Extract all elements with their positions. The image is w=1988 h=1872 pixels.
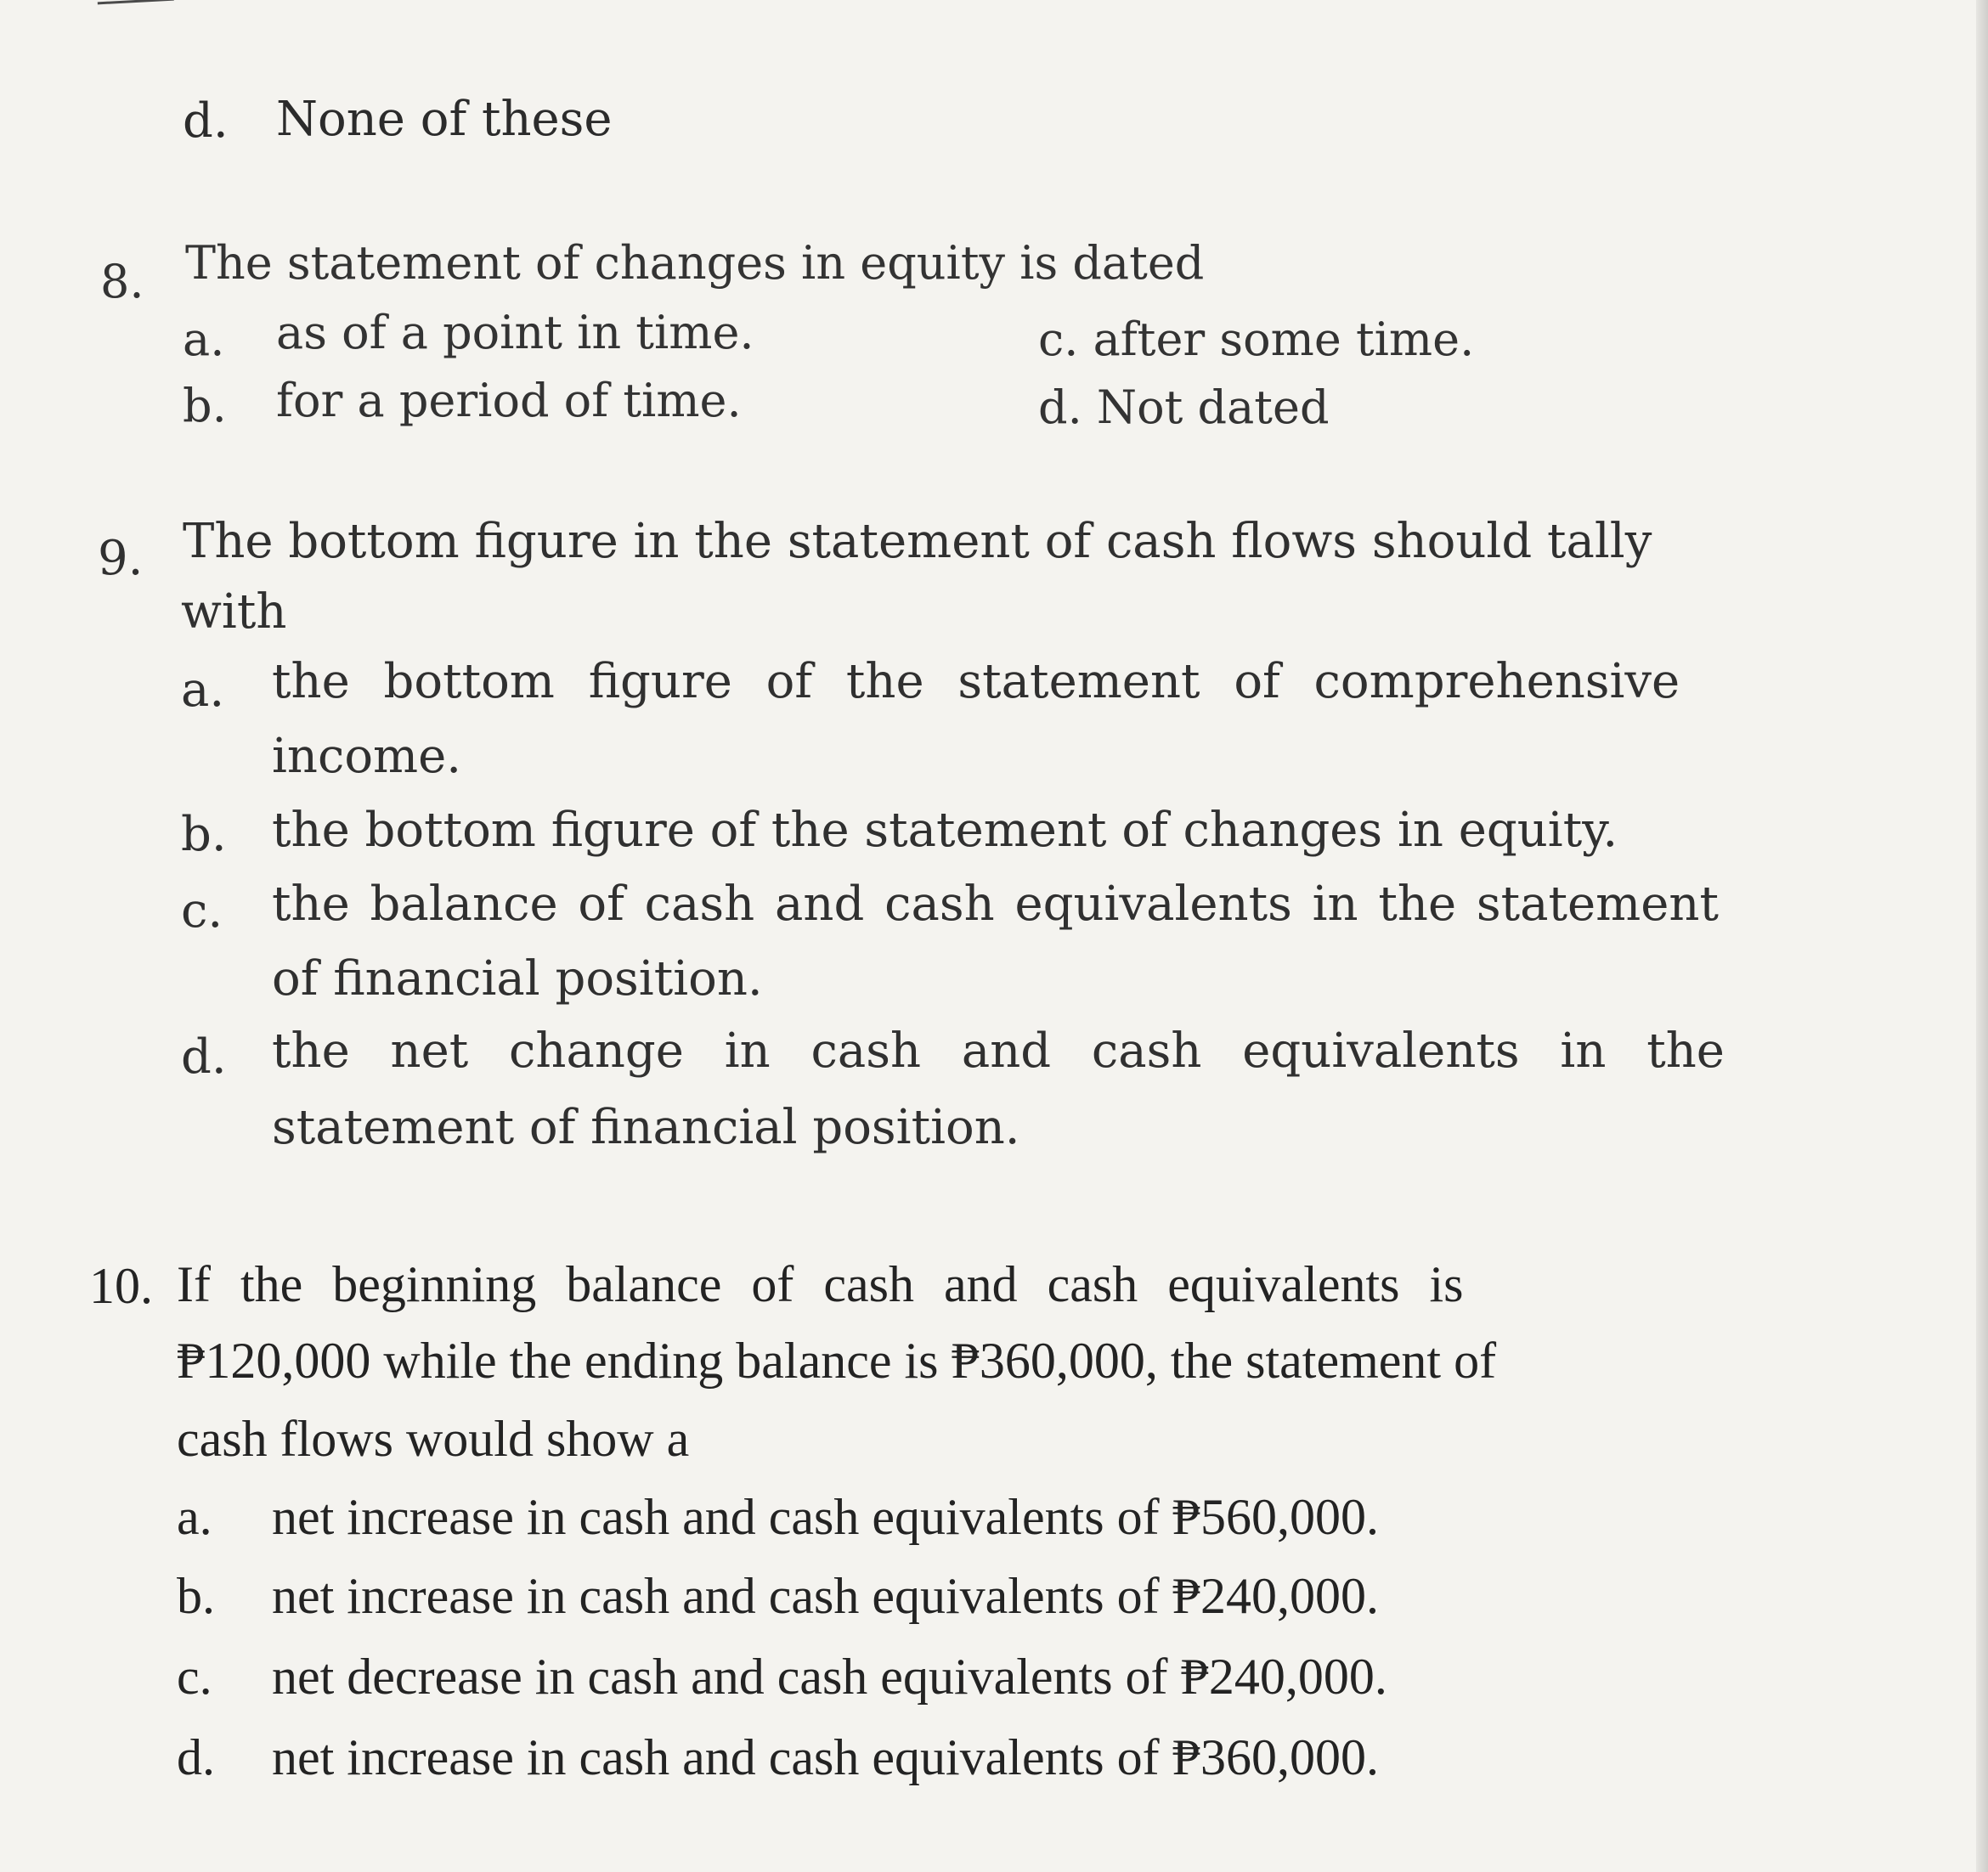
option-label: a. bbox=[181, 663, 225, 718]
option-text: income. bbox=[272, 729, 462, 784]
stem-line: If the beginning balance of cash and cash equivalents is bbox=[177, 1256, 1464, 1312]
question-stem: The statement of changes in equity is dated bbox=[185, 236, 1205, 290]
option-text: for a period of time. bbox=[276, 374, 742, 427]
option-label: a. bbox=[183, 313, 225, 366]
question-number: 10. bbox=[89, 1258, 153, 1314]
option-label: a. bbox=[177, 1489, 212, 1545]
option-text: the net change in cash and cash equivalents in the bbox=[272, 1023, 1725, 1079]
option-label: b. bbox=[183, 379, 227, 432]
option-label: b. bbox=[177, 1568, 215, 1624]
option-text: net decrease in cash and cash equivalents of ₱240,000. bbox=[272, 1649, 1387, 1705]
page-mark bbox=[98, 0, 174, 11]
stem-line: ₱120,000 while the ending balance is ₱360,000, the statement of bbox=[177, 1333, 1497, 1389]
option-text: statement of financial position. bbox=[272, 1100, 1020, 1155]
option-text: net increase in cash and cash equivalents of ₱560,000. bbox=[272, 1489, 1379, 1545]
option-label: d. bbox=[177, 1729, 215, 1785]
option-text: of financial position. bbox=[272, 951, 763, 1006]
question-stem bbox=[183, 514, 1742, 569]
option-label: c. bbox=[177, 1649, 212, 1705]
stem-line: cash flows would show a bbox=[177, 1411, 690, 1467]
option-text: the bottom figure of the statement of comprehensive bbox=[272, 654, 1680, 709]
question-number: 9. bbox=[98, 531, 144, 586]
option-label: d. bbox=[183, 93, 229, 149]
option-text: d. Not dated bbox=[1038, 381, 1330, 434]
page-edge bbox=[1976, 0, 1988, 1872]
option-text: the balance of cash and cash equivalents in the statement bbox=[272, 877, 1719, 932]
option-text: as of a point in time. bbox=[276, 306, 754, 359]
stem-line: with bbox=[181, 584, 287, 640]
option-label: d. bbox=[181, 1029, 227, 1085]
option-text: net increase in cash and cash equivalents of ₱240,000. bbox=[272, 1568, 1379, 1624]
option-text: c. after some time. bbox=[1038, 313, 1475, 366]
option-label: c. bbox=[181, 883, 223, 939]
option-text: the bottom figure of the statement of changes in equity. bbox=[272, 803, 1618, 858]
option-label: b. bbox=[181, 807, 227, 862]
option-text: net increase in cash and cash equivalents of ₱360,000. bbox=[272, 1729, 1379, 1785]
question-number: 8. bbox=[100, 255, 144, 308]
option-text: None of these bbox=[276, 92, 613, 147]
stem-line: The bottom figure in the statement of cash flows should tally bbox=[183, 514, 1652, 569]
